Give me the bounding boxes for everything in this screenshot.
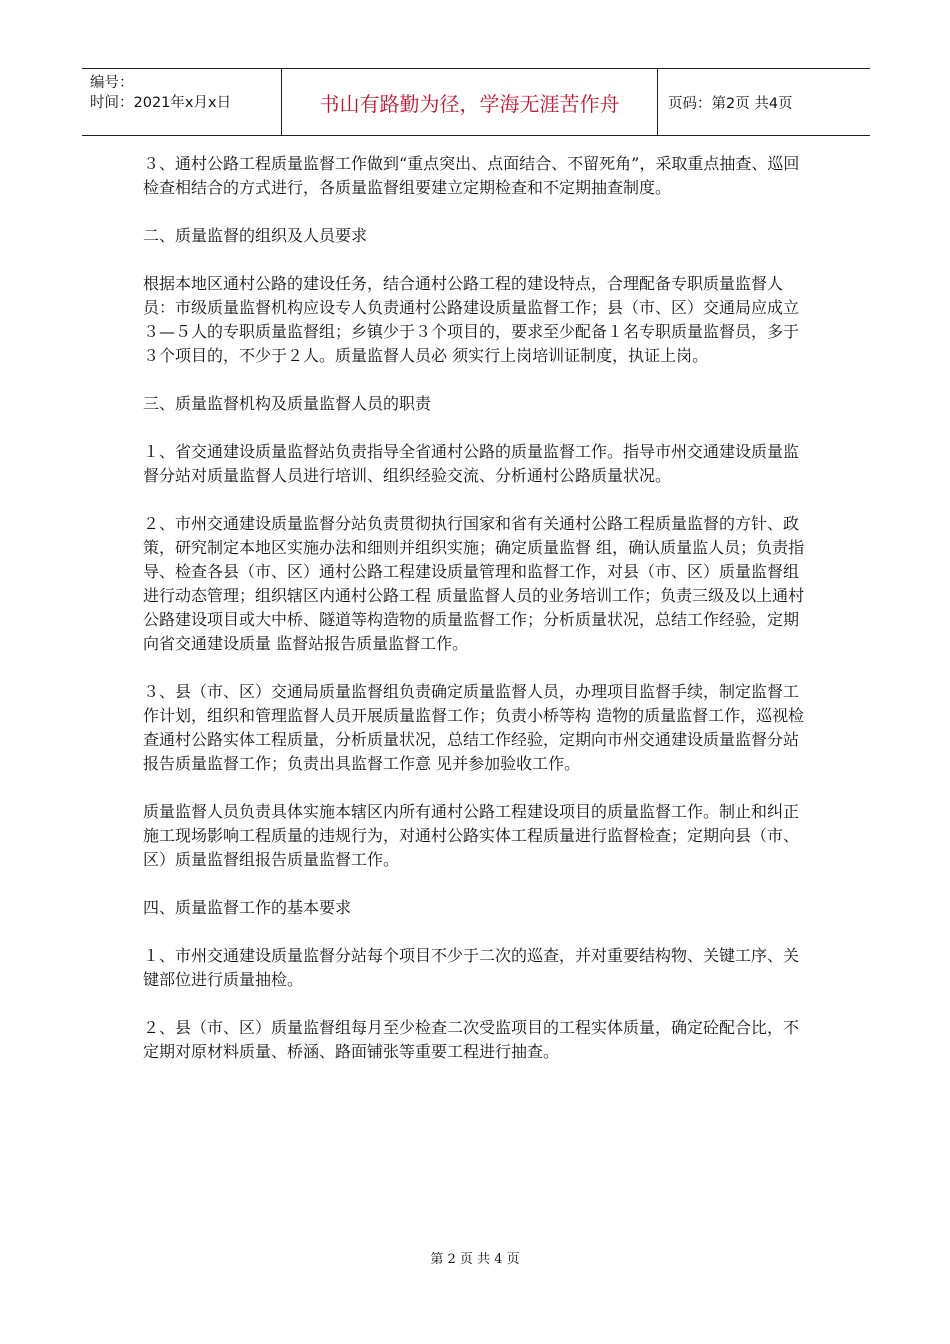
header-meta [82, 69, 282, 135]
number-label: 编号： [90, 75, 134, 91]
time-label: 时间：2021年x月x日 [90, 95, 232, 111]
section-heading-4: 四、质量监督工作的基本要求 [143, 898, 352, 917]
paragraph-1: ３、通村公路工程质量监督工作做到“重点突出、点面结合、不留死角”，采取重点抽查、巡回检查相结合的方式进行，各质量监督组要建立定期检查和不定期抽查制度。 [143, 154, 800, 197]
paragraph-3-4: 质量监督人员负责具体实施本辖区内所有通村公路工程建设项目的质量监督工作。制止和纠正施工现场影响工程质量的违规行为，对通村公路实体工程质量进行监督检查；定期向县（市、区）质量监督组报告质量监督工作。 [143, 802, 800, 869]
section-heading-3: 三、质量监督机构及质量监督人员的职责 [143, 394, 432, 413]
header-motto: 书山有路勤为径，学海无涯苦作舟 [282, 69, 658, 135]
header-page-label: 页码：第2页 共4页 [668, 95, 793, 112]
paragraph-3-3: ３、县（市、区）交通局质量监督组负责确定质量监督人员，办理项目监督手续，制定监督工作计划，组织和管理监督人员开展质量监督工作；负责小桥等构 造物的质量监督工作，巡视检查通村公路实体工程质量，分析质量状况，总结工作经验，定期向市州交通建设质量监督分站报告质量监督工作；负责出具监督工作意 见并参加验收工作。 [143, 682, 805, 773]
paragraph-4-1: １、市州交通建设质量监督分站每个项目不少于二次的巡查，并对重要结构物、关键工序、关键部位进行质量抽检。 [143, 946, 800, 989]
paragraph-4-2: ２、县（市、区）质量监督组每月至少检查二次受监项目的工程实体质量，确定砼配合比，不定期对原材料质量、桥涵、路面铺张等重要工程进行抽查。 [143, 1018, 800, 1061]
section-heading-2: 二、质量监督的组织及人员要求 [143, 226, 368, 245]
paragraph-3-1: １、省交通建设质量监督站负责指导全省通村公路的质量监督工作。指导市州交通建设质量监督分站对质量监督人员进行培训、组织经验交流、分析通村公路质量状况。 [143, 442, 800, 485]
document-body [143, 152, 807, 1088]
page-header [82, 68, 870, 136]
paragraph-2: 根据本地区通村公路的建设任务，结合通村公路工程的建设特点，合理配备专职质量监督人员：市级质量监督机构应设专人负责通村公路建设质量监督工作；县（市、区）交通局应成立３—５人的专职质量监督组；乡镇少于３个项目的，要求至少配备１名专职质量监督员，多于３个项目的，不少于２人。质量监督人员必 须实行上岗培训证制度，执证上岗。 [143, 274, 800, 365]
paragraph-3-2: ２、市州交通建设质量监督分站负责贯彻执行国家和省有关通村公路工程质量监督的方针、政策，研究制定本地区实施办法和细则并组织实施；确定质量监督 组，确认质量监人员；负责指导、检查各县（市、区）通村公路工程建设质量管理和监督工作，对县（市、区）质量监督组进行动态管理；组织辖区内通村公路工程 质量监督人员的业务培训工作；负责三级及以上通村公路建设项目或大中桥、隧道等构造物的质量监督工作；分析质量状况，总结工作经验，定期向省交通建设质量 监督站报告质量监督工作。 [143, 514, 805, 653]
page-footer: 第 2 页 共 4 页 [430, 1252, 520, 1267]
